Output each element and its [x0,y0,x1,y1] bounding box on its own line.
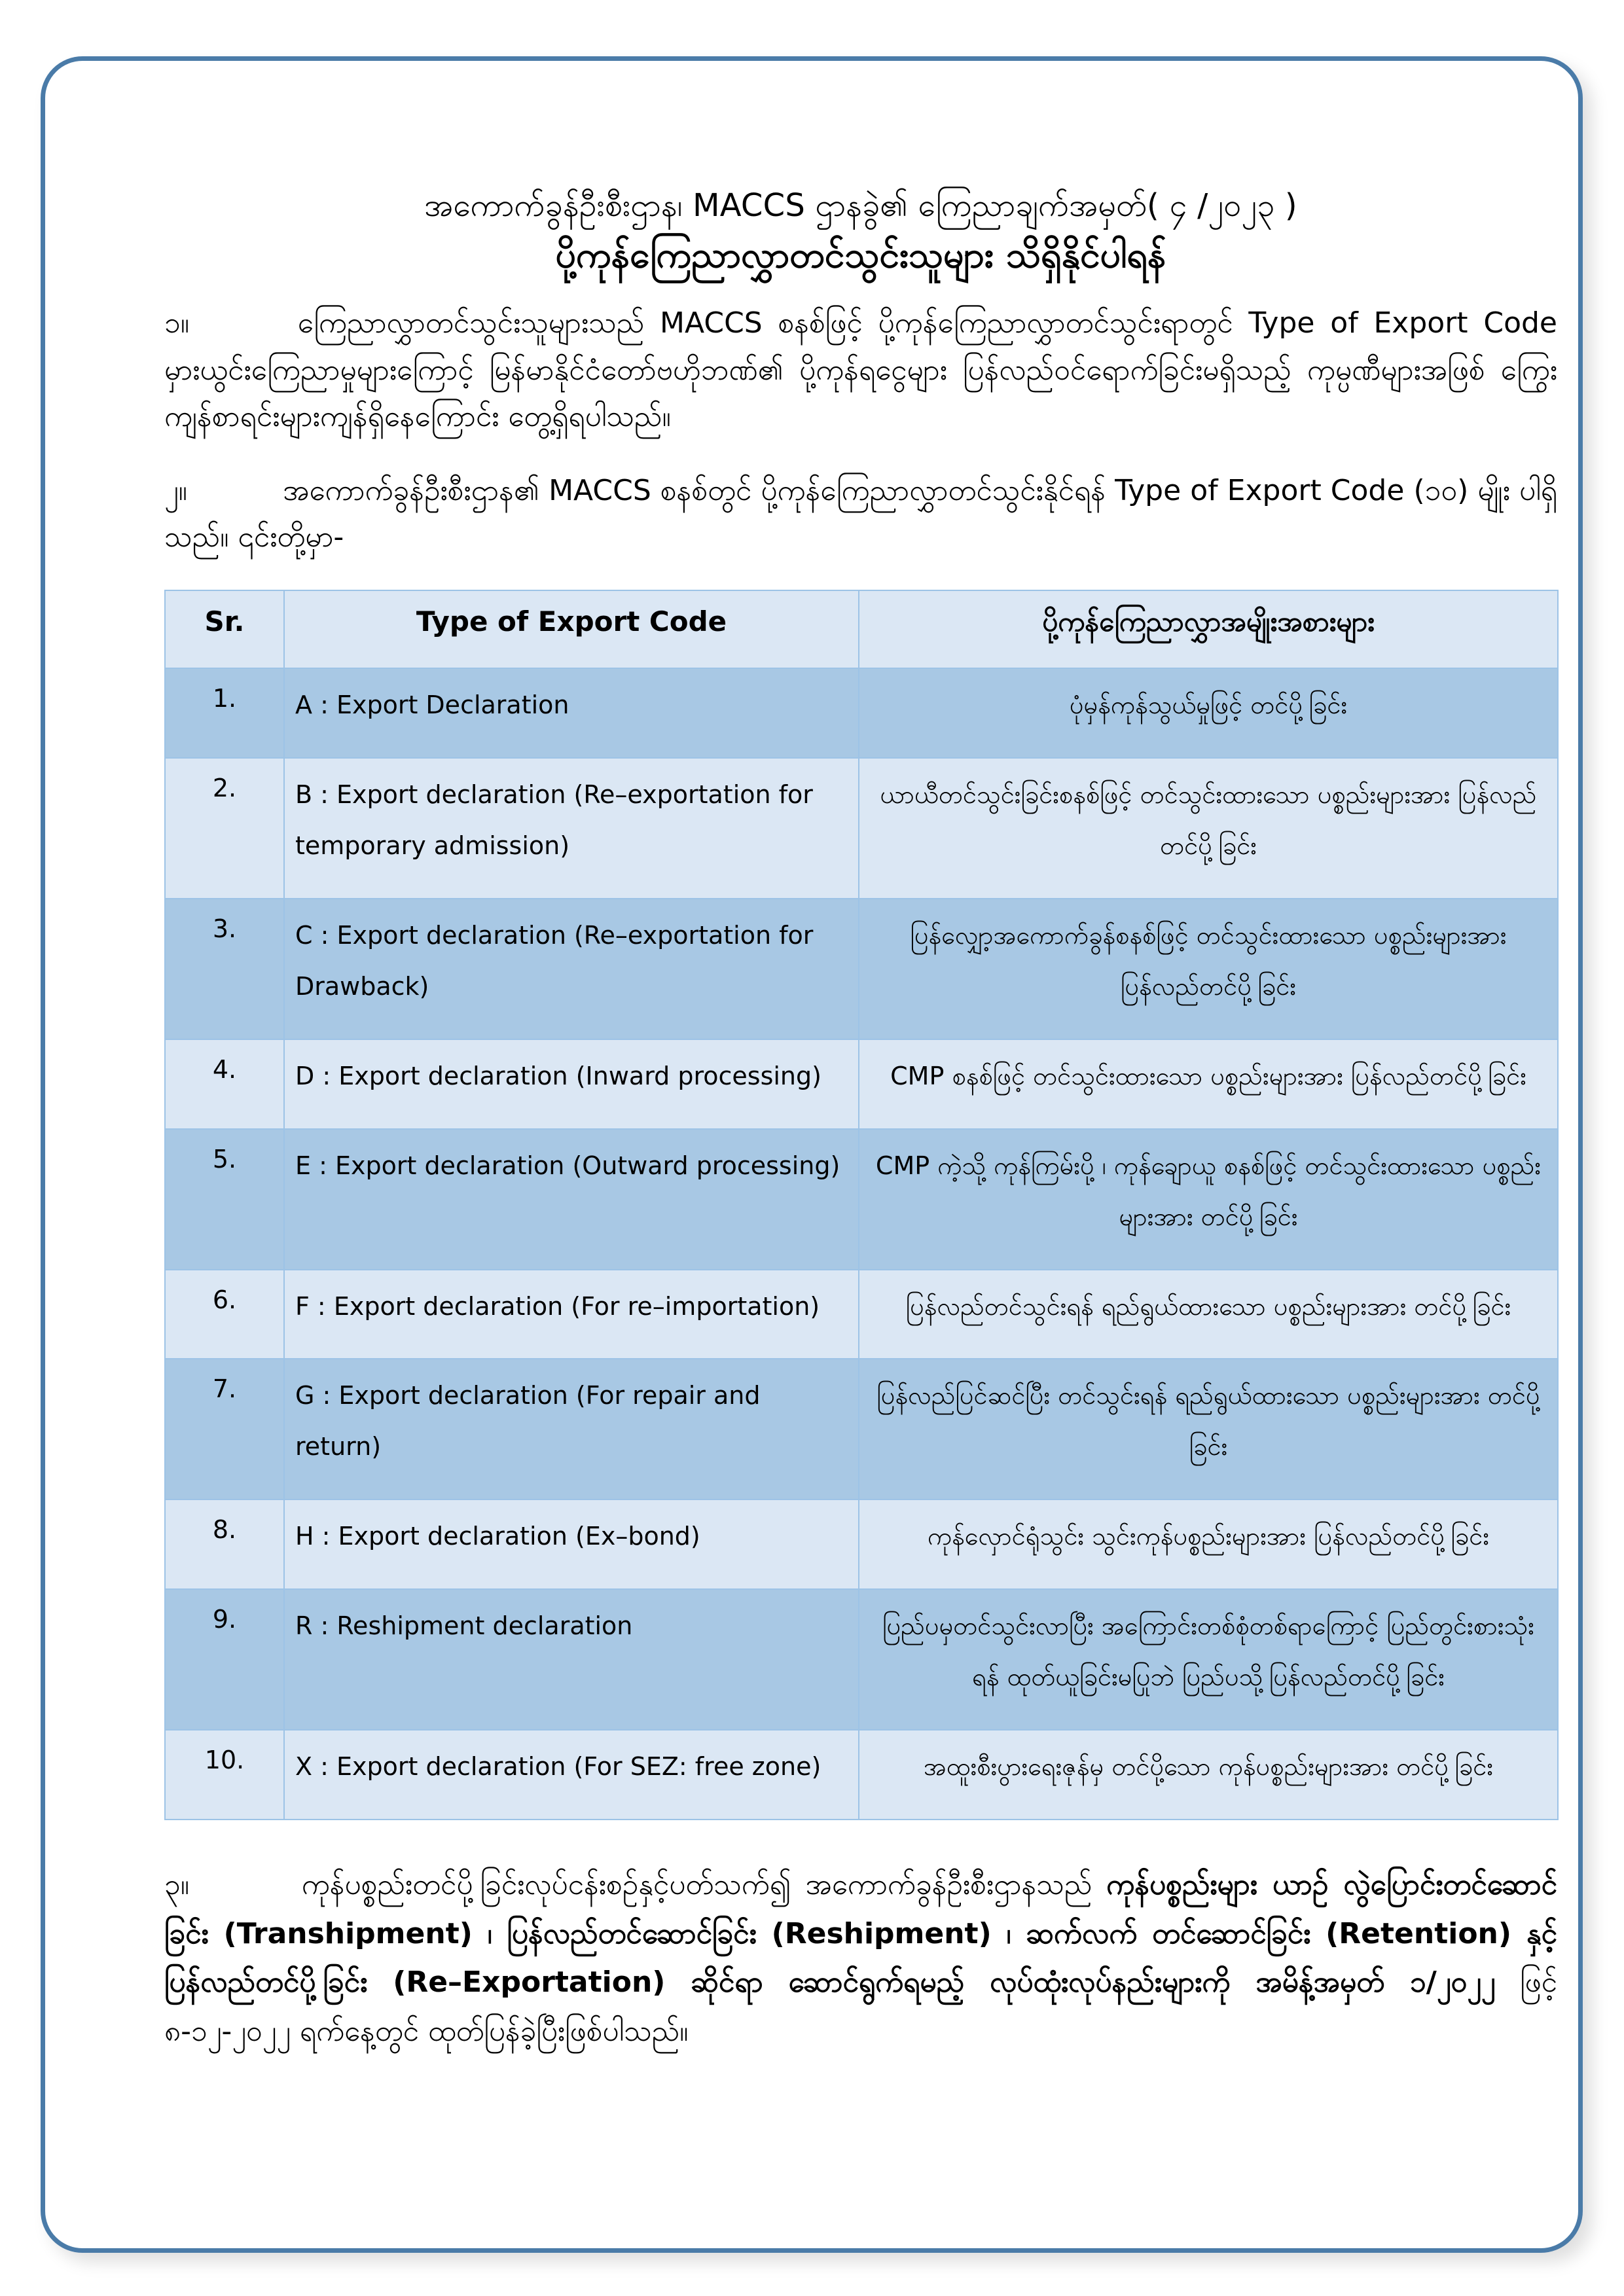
cell-type: A : Export Declaration [284,668,859,758]
table-row [165,1270,1558,1359]
paragraph-3-number: ၃။ [164,1867,190,1901]
table-header-row [165,590,1558,669]
cell-sr: 4. [165,1039,284,1129]
paragraph-3-text-bold: ကုန်ပစ္စည်းများ ယာဉ် လွဲပြောင်းတင်ဆောင်ခြင်း (Transhipment) ၊ ပြန်လည်တင်ဆောင်ခြင်း (Reshipment) ၊ ဆက်လက် တင်ဆောင်ခြင်း (Retention) နှင့် ပြန်လည်တင်ပို့ခြင်း (Re–Exportation) ဆိုင်ရာ ဆောင်ရွက်ရမည့် လုပ်ထုံးလုပ်နည်းများကို အမိန့်အမှတ် ၁/၂၀၂၂ [164,1867,1557,2000]
paragraph-3 [164,1861,1557,2056]
cell-description: ပုံမှန်ကုန်သွယ်မှုဖြင့် တင်ပို့ခြင်း [859,668,1558,758]
table-row [165,1499,1558,1589]
cell-sr: 3. [165,899,284,1039]
table-body [165,668,1558,1819]
cell-type: F : Export declaration (For re–importation) [284,1270,859,1359]
cell-sr: 6. [165,1270,284,1359]
table-row [165,1589,1558,1730]
paragraph-1 [164,300,1557,440]
table-row [165,1039,1558,1129]
cell-type: R : Reshipment declaration [284,1589,859,1730]
announcement-header-line: အကောက်ခွန်ဦးစီးဌာန၊ MACCS ဌာနခွဲ၏ ကြေညာချက်အမှတ်( ၄ /၂၀၂၃ ) [424,187,1297,224]
cell-sr: 7. [165,1359,284,1499]
cell-type: G : Export declaration (For repair and return) [284,1359,859,1499]
column-header-export-declaration-types: ပို့ကုန်ကြေညာလွှာအမျိုးအစားများ [859,590,1558,669]
cell-description: ပြန်လည်တင်သွင်းရန် ရည်ရွယ်ထားသော ပစ္စည်းများအား တင်ပို့ခြင်း [859,1270,1558,1359]
table-row [165,1129,1558,1270]
document-content [164,185,1557,2056]
cell-type: H : Export declaration (Ex–bond) [284,1499,859,1589]
column-header-type-of-export-code: Type of Export Code [284,590,859,669]
cell-type: D : Export declaration (Inward processing) [284,1039,859,1129]
paragraph-1-number: ၁။ [164,306,190,340]
page-title: ပို့ကုန်ကြေညာလွှာတင်သွင်းသူများ သိရှိနိုင်ပါရန် [555,234,1166,276]
table-row [165,1359,1558,1499]
cell-description: ပြန်လည်ပြင်ဆင်ပြီး တင်သွင်းရန် ရည်ရွယ်ထားသော ပစ္စည်းများအား တင်ပို့ခြင်း [859,1359,1558,1499]
cell-description: CMP စနစ်ဖြင့် တင်သွင်းထားသော ပစ္စည်းများအား ပြန်လည်တင်ပို့ခြင်း [859,1039,1558,1129]
cell-type: B : Export declaration (Re–exportation for temporary admission) [284,758,859,899]
export-code-table [164,590,1559,1820]
cell-sr: 10. [165,1730,284,1820]
paragraph-2 [164,467,1557,561]
cell-description: CMP ကဲ့သို့ ကုန်ကြမ်းပို့ ၊ ကုန်ချောယူ စနစ်ဖြင့် တင်သွင်းထားသော ပစ္စည်းများအား တင်ပို့ခြင်း [859,1129,1558,1270]
cell-description: အထူးစီးပွားရေးဇုန်မှ တင်ပို့သော ကုန်ပစ္စည်းများအား တင်ပို့ခြင်း [859,1730,1558,1820]
table-row [165,1730,1558,1820]
paragraph-2-text: အကောက်ခွန်ဦးစီးဌာန၏ MACCS စနစ်တွင် ပို့ကုန်ကြေညာလွှာတင်သွင်းနိုင်ရန် Type of Export Code (၁၀) မျိုး ပါရှိသည်။ ၎င်းတို့မှာ- [164,474,1557,554]
cell-sr: 9. [165,1589,284,1730]
paragraph-2-number: ၂။ [164,474,187,508]
paragraph-1-text: ကြေညာလွှာတင်သွင်းသူများသည် MACCS စနစ်ဖြင့် ပို့ကုန်ကြေညာလွှာတင်သွင်းရာတွင် Type of Export Code မှားယွင်းကြေညာမှုများကြောင့် မြန်မာနိုင်ငံတော်ဗဟိုဘဏ်၏ ပို့ကုန်ရငွေများ ပြန်လည်ဝင်ရောက်ခြင်းမရှိသည့် ကုမ္ပဏီများအဖြစ် ကြွေးကျန်စာရင်းများကျန်ရှိနေကြောင်း တွေ့ရှိရပါသည်။ [164,306,1557,433]
paragraph-3-text-tail: ဖြင့် ၈-၁၂-၂၀၂၂ ရက်နေ့တွင် ထုတ်ပြန်ခဲ့ပြီးဖြစ်ပါသည်။ [164,1965,1557,2049]
cell-sr: 2. [165,758,284,899]
cell-type: E : Export declaration (Outward processing) [284,1129,859,1270]
cell-sr: 5. [165,1129,284,1270]
paragraph-3-text-lead: ကုန်ပစ္စည်းတင်ပို့ခြင်းလုပ်ငန်းစဉ်နှင့်ပတ်သက်၍ အကောက်ခွန်ဦးစီးဌာနသည် [301,1867,1107,1901]
table-row [165,758,1558,899]
table-row [165,668,1558,758]
cell-type: X : Export declaration (For SEZ: free zone) [284,1730,859,1820]
cell-description: ပြည်ပမှတင်သွင်းလာပြီး အကြောင်းတစ်စုံတစ်ရာကြောင့် ပြည်တွင်းစားသုံးရန် ထုတ်ယူခြင်းမပြုဘဲ ပြည်ပသို့ပြန်လည်တင်ပို့ခြင်း [859,1589,1558,1730]
cell-description: ယာယီတင်သွင်းခြင်းစနစ်ဖြင့် တင်သွင်းထားသော ပစ္စည်းများအား ပြန်လည်တင်ပို့ခြင်း [859,758,1558,899]
cell-description: ပြန်လျှော့အကောက်ခွန်စနစ်ဖြင့် တင်သွင်းထားသော ပစ္စည်းများအား ပြန်လည်တင်ပို့ခြင်း [859,899,1558,1039]
cell-sr: 8. [165,1499,284,1589]
page-frame [41,56,1583,2253]
cell-description: ကုန်လှောင်ရုံသွင်း သွင်းကုန်ပစ္စည်းများအား ပြန်လည်တင်ပို့ခြင်း [859,1499,1558,1589]
cell-type: C : Export declaration (Re–exportation for Drawback) [284,899,859,1039]
cell-sr: 1. [165,668,284,758]
column-header-sr: Sr. [165,590,284,669]
table-row [165,899,1558,1039]
